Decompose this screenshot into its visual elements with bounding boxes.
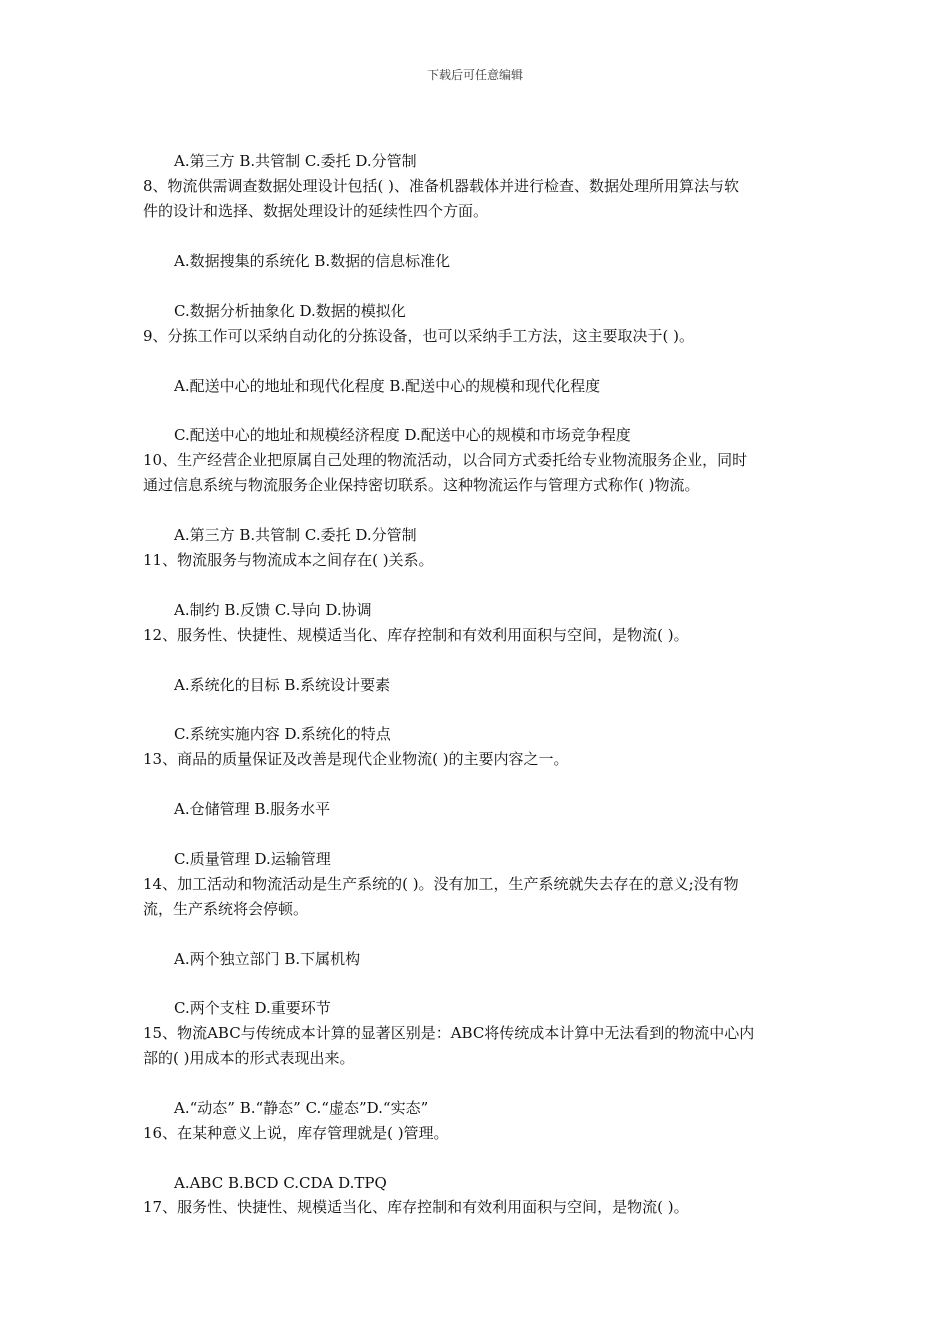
answer-options: A.“动态” B.“静态” C.“虚态”D.“实态” [174, 1099, 429, 1117]
question-text: 16、在某种意义上说，库存管理就是( )管理。 [143, 1124, 449, 1142]
question-text: 部的( )用成本的形式表现出来。 [143, 1049, 355, 1067]
question-text: 13、商品的质量保证及改善是现代企业物流( )的主要内容之一。 [143, 750, 569, 768]
answer-options: C.配送中心的地址和规模经济程度 D.配送中心的规模和市场竞争程度 [174, 426, 631, 444]
answer-options: A.系统化的目标 B.系统设计要素 [174, 676, 391, 694]
answer-options: A.配送中心的地址和现代化程度 B.配送中心的规模和现代化程度 [174, 377, 601, 395]
question-text: 15、物流ABC与传统成本计算的显著区别是：ABC将传统成本计算中无法看到的物流中心内 [143, 1024, 755, 1042]
answer-options: A.两个独立部门 B.下属机构 [174, 950, 361, 968]
question-text: 17、服务性、快捷性、规模适当化、库存控制和有效利用面积与空间，是物流( )。 [143, 1198, 689, 1216]
question-text: 件的设计和选择、数据处理设计的延续性四个方面。 [143, 202, 489, 220]
answer-options: C.数据分析抽象化 D.数据的模拟化 [174, 302, 406, 320]
question-text: 流，生产系统将会停顿。 [143, 900, 309, 918]
answer-options: C.两个支柱 D.重要环节 [174, 999, 331, 1017]
answer-options: C.质量管理 D.运输管理 [174, 850, 331, 868]
question-text: 14、加工活动和物流活动是生产系统的( )。没有加工，生产系统就失去存在的意义;没有物 [143, 875, 739, 893]
question-text: 通过信息系统与物流服务企业保持密切联系。这种物流运作与管理方式称作( )物流。 [143, 476, 700, 494]
page-header: 下载后可任意编辑 [426, 68, 523, 82]
answer-options: A.制约 B.反馈 C.导向 D.协调 [174, 601, 372, 619]
question-text: 12、服务性、快捷性、规模适当化、库存控制和有效利用面积与空间，是物流( )。 [143, 626, 689, 644]
question-text: 8、物流供需调查数据处理设计包括( )、准备机器载体并进行检查、数据处理所用算法与软 [143, 177, 740, 195]
answer-options: A.第三方 B.共管制 C.委托 D.分管制 [174, 152, 417, 170]
question-text: 11、物流服务与物流成本之间存在( )关系。 [143, 551, 434, 569]
answer-options: A.数据搜集的系统化 B.数据的信息标准化 [174, 252, 451, 270]
answer-options: A.第三方 B.共管制 C.委托 D.分管制 [174, 526, 417, 544]
question-text: 10、生产经营企业把原属自己处理的物流活动，以合同方式委托给专业物流服务企业，同时 [143, 451, 748, 469]
answer-options: A.ABC B.BCD C.CDA D.TPQ [174, 1174, 387, 1192]
question-text: 9、分拣工作可以采纳自动化的分拣设备，也可以采纳手工方法，这主要取决于( )。 [143, 327, 695, 345]
answer-options: A.仓储管理 B.服务水平 [174, 800, 331, 818]
answer-options: C.系统实施内容 D.系统化的特点 [174, 725, 391, 743]
